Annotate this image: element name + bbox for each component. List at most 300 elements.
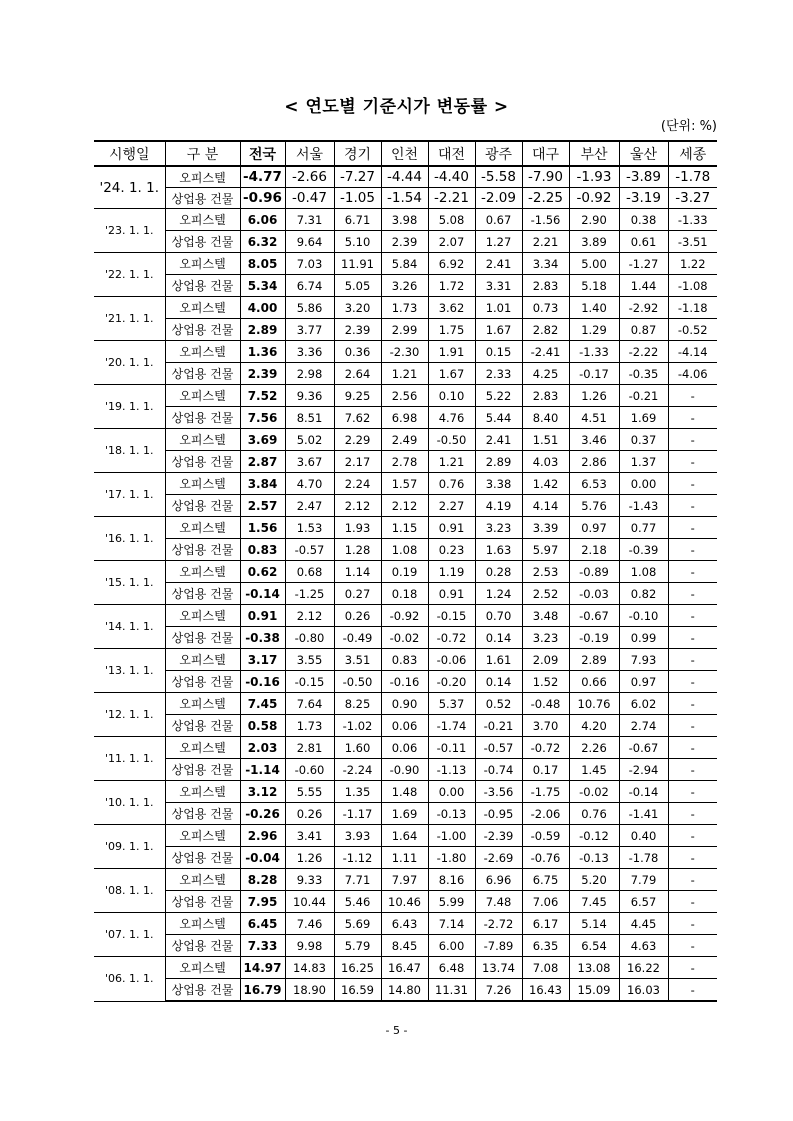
date-cell: '13. 1. 1. bbox=[94, 649, 165, 693]
value-cell: 3.98 bbox=[381, 209, 428, 231]
table-row bbox=[94, 451, 717, 473]
value-cell: 1.29 bbox=[569, 319, 619, 341]
value-cell: -2.21 bbox=[428, 188, 475, 209]
table-row bbox=[94, 891, 717, 913]
table-row bbox=[94, 561, 717, 583]
table-row bbox=[94, 188, 717, 209]
value-cell: -1.25 bbox=[285, 583, 334, 605]
value-cell: 11.31 bbox=[428, 979, 475, 1002]
value-cell: 1.08 bbox=[619, 561, 668, 583]
page-title: < 연도별 기준시가 변동률 > bbox=[284, 97, 509, 117]
table-row bbox=[94, 803, 717, 825]
type-officetel: 오피스텔 bbox=[165, 429, 240, 451]
value-cell: 3.34 bbox=[522, 253, 569, 275]
value-cell: -0.67 bbox=[619, 737, 668, 759]
value-cell: 3.69 bbox=[240, 429, 285, 451]
value-cell: -1.74 bbox=[428, 715, 475, 737]
value-cell: 0.99 bbox=[619, 627, 668, 649]
value-cell: 14.83 bbox=[285, 957, 334, 979]
value-cell: 1.26 bbox=[569, 385, 619, 407]
value-cell: -2.30 bbox=[381, 341, 428, 363]
value-cell: 4.20 bbox=[569, 715, 619, 737]
header-type: 구 분 bbox=[165, 141, 240, 166]
type-officetel: 오피스텔 bbox=[165, 253, 240, 275]
value-cell: 0.14 bbox=[475, 671, 522, 693]
value-cell: 9.25 bbox=[334, 385, 381, 407]
value-cell: 5.00 bbox=[569, 253, 619, 275]
value-cell: 0.00 bbox=[619, 473, 668, 495]
value-cell: 9.36 bbox=[285, 385, 334, 407]
value-cell: 1.56 bbox=[240, 517, 285, 539]
value-cell: 2.26 bbox=[569, 737, 619, 759]
value-cell: 11.91 bbox=[334, 253, 381, 275]
value-cell: 6.54 bbox=[569, 935, 619, 957]
value-cell: 0.28 bbox=[475, 561, 522, 583]
value-cell: 2.12 bbox=[381, 495, 428, 517]
value-cell: 4.63 bbox=[619, 935, 668, 957]
value-cell: 1.36 bbox=[240, 341, 285, 363]
table-row bbox=[94, 495, 717, 517]
value-cell: 7.03 bbox=[285, 253, 334, 275]
table-row bbox=[94, 341, 717, 363]
value-cell: 5.22 bbox=[475, 385, 522, 407]
table-row bbox=[94, 649, 717, 671]
value-cell: 0.14 bbox=[475, 627, 522, 649]
value-cell: - bbox=[668, 429, 717, 451]
value-cell: 0.91 bbox=[240, 605, 285, 627]
value-cell: -0.57 bbox=[475, 737, 522, 759]
value-cell: 6.74 bbox=[285, 275, 334, 297]
value-cell: 1.48 bbox=[381, 781, 428, 803]
value-cell: -7.89 bbox=[475, 935, 522, 957]
value-cell: 5.97 bbox=[522, 539, 569, 561]
value-cell: -1.33 bbox=[668, 209, 717, 231]
value-cell: -1.56 bbox=[522, 209, 569, 231]
value-cell: 8.51 bbox=[285, 407, 334, 429]
value-cell: -0.72 bbox=[522, 737, 569, 759]
value-cell: 7.52 bbox=[240, 385, 285, 407]
value-cell: -0.13 bbox=[428, 803, 475, 825]
table-body bbox=[94, 166, 717, 1001]
value-cell: 2.03 bbox=[240, 737, 285, 759]
value-cell: -1.78 bbox=[668, 166, 717, 188]
value-cell: 7.31 bbox=[285, 209, 334, 231]
type-commercial: 상업용 건물 bbox=[165, 363, 240, 385]
value-cell: -0.67 bbox=[569, 605, 619, 627]
value-cell: 1.21 bbox=[428, 451, 475, 473]
type-officetel: 오피스텔 bbox=[165, 297, 240, 319]
value-cell: 10.44 bbox=[285, 891, 334, 913]
type-commercial: 상업용 건물 bbox=[165, 495, 240, 517]
value-cell: 2.33 bbox=[475, 363, 522, 385]
value-cell: 2.89 bbox=[475, 451, 522, 473]
value-cell: -2.25 bbox=[522, 188, 569, 209]
type-commercial: 상업용 건물 bbox=[165, 671, 240, 693]
value-cell: 1.64 bbox=[381, 825, 428, 847]
value-cell: 1.57 bbox=[381, 473, 428, 495]
value-cell: -0.39 bbox=[619, 539, 668, 561]
value-cell: -5.58 bbox=[475, 166, 522, 188]
type-commercial: 상업용 건물 bbox=[165, 759, 240, 781]
value-cell: 16.79 bbox=[240, 979, 285, 1002]
value-cell: -1.14 bbox=[240, 759, 285, 781]
value-cell: -0.72 bbox=[428, 627, 475, 649]
value-cell: -4.40 bbox=[428, 166, 475, 188]
value-cell: -2.41 bbox=[522, 341, 569, 363]
table-row bbox=[94, 847, 717, 869]
value-cell: -0.52 bbox=[668, 319, 717, 341]
value-cell: -0.12 bbox=[569, 825, 619, 847]
value-cell: 7.06 bbox=[522, 891, 569, 913]
value-cell: 5.55 bbox=[285, 781, 334, 803]
value-cell: -4.44 bbox=[381, 166, 428, 188]
value-cell: -0.06 bbox=[428, 649, 475, 671]
value-cell: 4.76 bbox=[428, 407, 475, 429]
table-row bbox=[94, 693, 717, 715]
value-cell: 0.97 bbox=[569, 517, 619, 539]
value-cell: 7.64 bbox=[285, 693, 334, 715]
date-cell: '12. 1. 1. bbox=[94, 693, 165, 737]
value-cell: 2.56 bbox=[381, 385, 428, 407]
table-row bbox=[94, 957, 717, 979]
date-cell: '15. 1. 1. bbox=[94, 561, 165, 605]
value-cell: 3.93 bbox=[334, 825, 381, 847]
header-region: 광주 bbox=[475, 141, 522, 166]
value-cell: -3.56 bbox=[475, 781, 522, 803]
value-cell: -0.48 bbox=[522, 693, 569, 715]
date-cell: '06. 1. 1. bbox=[94, 957, 165, 1002]
value-cell: 2.39 bbox=[334, 319, 381, 341]
value-cell: 0.40 bbox=[619, 825, 668, 847]
date-cell: '16. 1. 1. bbox=[94, 517, 165, 561]
value-cell: -1.41 bbox=[619, 803, 668, 825]
value-cell: 1.26 bbox=[285, 847, 334, 869]
date-cell: '08. 1. 1. bbox=[94, 869, 165, 913]
table-row bbox=[94, 319, 717, 341]
value-cell: -4.14 bbox=[668, 341, 717, 363]
value-cell: -0.16 bbox=[381, 671, 428, 693]
value-cell: 1.93 bbox=[334, 517, 381, 539]
value-cell: 1.67 bbox=[428, 363, 475, 385]
table-row bbox=[94, 869, 717, 891]
table-row bbox=[94, 671, 717, 693]
type-commercial: 상업용 건물 bbox=[165, 627, 240, 649]
type-commercial: 상업용 건물 bbox=[165, 979, 240, 1002]
value-cell: 2.39 bbox=[381, 231, 428, 253]
date-cell: '21. 1. 1. bbox=[94, 297, 165, 341]
value-cell: 2.39 bbox=[240, 363, 285, 385]
value-cell: -0.11 bbox=[428, 737, 475, 759]
type-officetel: 오피스텔 bbox=[165, 561, 240, 583]
value-cell: 8.28 bbox=[240, 869, 285, 891]
value-cell: 16.03 bbox=[619, 979, 668, 1002]
value-cell: 7.26 bbox=[475, 979, 522, 1002]
value-cell: - bbox=[668, 781, 717, 803]
value-cell: 2.41 bbox=[475, 429, 522, 451]
value-cell: 0.66 bbox=[569, 671, 619, 693]
value-cell: 1.91 bbox=[428, 341, 475, 363]
value-cell: 10.46 bbox=[381, 891, 428, 913]
header-region: 서울 bbox=[285, 141, 334, 166]
value-cell: 0.61 bbox=[619, 231, 668, 253]
value-cell: 0.10 bbox=[428, 385, 475, 407]
value-cell: 5.46 bbox=[334, 891, 381, 913]
value-cell: 0.87 bbox=[619, 319, 668, 341]
date-cell: '22. 1. 1. bbox=[94, 253, 165, 297]
value-cell: -0.49 bbox=[334, 627, 381, 649]
value-cell: -0.20 bbox=[428, 671, 475, 693]
value-cell: - bbox=[668, 517, 717, 539]
value-cell: -0.15 bbox=[285, 671, 334, 693]
value-cell: 5.05 bbox=[334, 275, 381, 297]
value-cell: 2.74 bbox=[619, 715, 668, 737]
value-cell: 5.79 bbox=[334, 935, 381, 957]
value-cell: 5.10 bbox=[334, 231, 381, 253]
value-cell: 7.71 bbox=[334, 869, 381, 891]
value-cell: 2.29 bbox=[334, 429, 381, 451]
price-change-table bbox=[94, 140, 717, 1002]
value-cell: -0.15 bbox=[428, 605, 475, 627]
value-cell: 2.90 bbox=[569, 209, 619, 231]
value-cell: 16.22 bbox=[619, 957, 668, 979]
value-cell: 3.26 bbox=[381, 275, 428, 297]
value-cell: 10.76 bbox=[569, 693, 619, 715]
value-cell: 5.18 bbox=[569, 275, 619, 297]
value-cell: - bbox=[668, 957, 717, 979]
value-cell: -0.02 bbox=[381, 627, 428, 649]
value-cell: -2.22 bbox=[619, 341, 668, 363]
value-cell: 2.81 bbox=[285, 737, 334, 759]
value-cell: -3.51 bbox=[668, 231, 717, 253]
value-cell: 2.83 bbox=[522, 385, 569, 407]
table-row bbox=[94, 539, 717, 561]
value-cell: - bbox=[668, 473, 717, 495]
value-cell: 2.21 bbox=[522, 231, 569, 253]
value-cell: 0.37 bbox=[619, 429, 668, 451]
value-cell: 7.62 bbox=[334, 407, 381, 429]
value-cell: - bbox=[668, 385, 717, 407]
value-cell: -4.06 bbox=[668, 363, 717, 385]
type-commercial: 상업용 건물 bbox=[165, 803, 240, 825]
type-officetel: 오피스텔 bbox=[165, 385, 240, 407]
value-cell: 1.67 bbox=[475, 319, 522, 341]
value-cell: 1.08 bbox=[381, 539, 428, 561]
value-cell: 3.20 bbox=[334, 297, 381, 319]
value-cell: 0.62 bbox=[240, 561, 285, 583]
value-cell: 7.33 bbox=[240, 935, 285, 957]
date-cell: '11. 1. 1. bbox=[94, 737, 165, 781]
type-officetel: 오피스텔 bbox=[165, 957, 240, 979]
value-cell: 9.64 bbox=[285, 231, 334, 253]
value-cell: 7.46 bbox=[285, 913, 334, 935]
date-cell: '18. 1. 1. bbox=[94, 429, 165, 473]
value-cell: -0.35 bbox=[619, 363, 668, 385]
value-cell: 3.38 bbox=[475, 473, 522, 495]
value-cell: 2.18 bbox=[569, 539, 619, 561]
value-cell: -1.05 bbox=[334, 188, 381, 209]
value-cell: -0.60 bbox=[285, 759, 334, 781]
table-row bbox=[94, 407, 717, 429]
type-commercial: 상업용 건물 bbox=[165, 188, 240, 209]
value-cell: 6.92 bbox=[428, 253, 475, 275]
value-cell: 0.83 bbox=[240, 539, 285, 561]
value-cell: 4.14 bbox=[522, 495, 569, 517]
value-cell: -2.39 bbox=[475, 825, 522, 847]
header-region: 전국 bbox=[240, 141, 285, 166]
value-cell: 1.14 bbox=[334, 561, 381, 583]
value-cell: 0.68 bbox=[285, 561, 334, 583]
header-region: 인천 bbox=[381, 141, 428, 166]
value-cell: 3.17 bbox=[240, 649, 285, 671]
value-cell: 18.90 bbox=[285, 979, 334, 1002]
value-cell: -2.24 bbox=[334, 759, 381, 781]
value-cell: 3.48 bbox=[522, 605, 569, 627]
value-cell: 2.82 bbox=[522, 319, 569, 341]
value-cell: -1.75 bbox=[522, 781, 569, 803]
value-cell: 1.73 bbox=[381, 297, 428, 319]
value-cell: 5.02 bbox=[285, 429, 334, 451]
value-cell: 1.37 bbox=[619, 451, 668, 473]
table-row bbox=[94, 385, 717, 407]
type-officetel: 오피스텔 bbox=[165, 341, 240, 363]
value-cell: 6.32 bbox=[240, 231, 285, 253]
value-cell: 3.41 bbox=[285, 825, 334, 847]
value-cell: 16.59 bbox=[334, 979, 381, 1002]
value-cell: 1.27 bbox=[475, 231, 522, 253]
value-cell: 2.07 bbox=[428, 231, 475, 253]
value-cell: -1.78 bbox=[619, 847, 668, 869]
value-cell: 1.61 bbox=[475, 649, 522, 671]
value-cell: 1.63 bbox=[475, 539, 522, 561]
value-cell: 0.82 bbox=[619, 583, 668, 605]
value-cell: 0.15 bbox=[475, 341, 522, 363]
header-region: 대전 bbox=[428, 141, 475, 166]
value-cell: 8.05 bbox=[240, 253, 285, 275]
value-cell: 4.70 bbox=[285, 473, 334, 495]
value-cell: 1.22 bbox=[668, 253, 717, 275]
table-row bbox=[94, 605, 717, 627]
value-cell: 15.09 bbox=[569, 979, 619, 1002]
type-commercial: 상업용 건물 bbox=[165, 891, 240, 913]
date-cell: '24. 1. 1. bbox=[94, 166, 165, 209]
value-cell: 1.72 bbox=[428, 275, 475, 297]
type-officetel: 오피스텔 bbox=[165, 869, 240, 891]
type-officetel: 오피스텔 bbox=[165, 781, 240, 803]
value-cell: 3.23 bbox=[475, 517, 522, 539]
value-cell: -1.27 bbox=[619, 253, 668, 275]
value-cell: 0.76 bbox=[569, 803, 619, 825]
value-cell: -1.80 bbox=[428, 847, 475, 869]
value-cell: 7.45 bbox=[240, 693, 285, 715]
table-row bbox=[94, 473, 717, 495]
value-cell: -0.50 bbox=[428, 429, 475, 451]
value-cell: -0.95 bbox=[475, 803, 522, 825]
value-cell: -2.06 bbox=[522, 803, 569, 825]
table-row bbox=[94, 275, 717, 297]
value-cell: -0.04 bbox=[240, 847, 285, 869]
table-row bbox=[94, 759, 717, 781]
value-cell: 1.51 bbox=[522, 429, 569, 451]
table-row bbox=[94, 583, 717, 605]
value-cell: 6.48 bbox=[428, 957, 475, 979]
value-cell: 7.48 bbox=[475, 891, 522, 913]
value-cell: 0.91 bbox=[428, 517, 475, 539]
value-cell: 0.73 bbox=[522, 297, 569, 319]
value-cell: - bbox=[668, 979, 717, 1002]
value-cell: 5.34 bbox=[240, 275, 285, 297]
value-cell: 3.46 bbox=[569, 429, 619, 451]
date-cell: '07. 1. 1. bbox=[94, 913, 165, 957]
value-cell: 4.51 bbox=[569, 407, 619, 429]
value-cell: 0.18 bbox=[381, 583, 428, 605]
value-cell: -0.14 bbox=[619, 781, 668, 803]
value-cell: 3.51 bbox=[334, 649, 381, 671]
header-region: 대구 bbox=[522, 141, 569, 166]
table-row bbox=[94, 781, 717, 803]
value-cell: 0.90 bbox=[381, 693, 428, 715]
value-cell: 2.89 bbox=[569, 649, 619, 671]
value-cell: -2.66 bbox=[285, 166, 334, 188]
value-cell: 1.60 bbox=[334, 737, 381, 759]
value-cell: -2.92 bbox=[619, 297, 668, 319]
value-cell: -0.89 bbox=[569, 561, 619, 583]
value-cell: 2.78 bbox=[381, 451, 428, 473]
table-row bbox=[94, 935, 717, 957]
value-cell: 1.21 bbox=[381, 363, 428, 385]
value-cell: 0.58 bbox=[240, 715, 285, 737]
value-cell: 2.41 bbox=[475, 253, 522, 275]
value-cell: 2.52 bbox=[522, 583, 569, 605]
value-cell: 9.98 bbox=[285, 935, 334, 957]
value-cell: 2.12 bbox=[285, 605, 334, 627]
page-number: - 5 - bbox=[385, 1024, 408, 1037]
value-cell: - bbox=[668, 803, 717, 825]
header-region: 울산 bbox=[619, 141, 668, 166]
value-cell: 7.45 bbox=[569, 891, 619, 913]
value-cell: - bbox=[668, 737, 717, 759]
value-cell: -0.02 bbox=[569, 781, 619, 803]
value-cell: -0.59 bbox=[522, 825, 569, 847]
unit-label: (단위: %) bbox=[660, 119, 717, 134]
date-cell: '17. 1. 1. bbox=[94, 473, 165, 517]
value-cell: 4.25 bbox=[522, 363, 569, 385]
value-cell: - bbox=[668, 715, 717, 737]
value-cell: 0.23 bbox=[428, 539, 475, 561]
header-region: 부산 bbox=[569, 141, 619, 166]
type-officetel: 오피스텔 bbox=[165, 693, 240, 715]
value-cell: -0.13 bbox=[569, 847, 619, 869]
value-cell: - bbox=[668, 561, 717, 583]
value-cell: 0.91 bbox=[428, 583, 475, 605]
value-cell: 3.67 bbox=[285, 451, 334, 473]
value-cell: - bbox=[668, 869, 717, 891]
value-cell: 4.03 bbox=[522, 451, 569, 473]
table-row bbox=[94, 825, 717, 847]
value-cell: 16.43 bbox=[522, 979, 569, 1002]
type-officetel: 오피스텔 bbox=[165, 473, 240, 495]
value-cell: 8.45 bbox=[381, 935, 428, 957]
value-cell: -0.92 bbox=[381, 605, 428, 627]
value-cell: 8.16 bbox=[428, 869, 475, 891]
value-cell: -0.50 bbox=[334, 671, 381, 693]
value-cell: - bbox=[668, 605, 717, 627]
value-cell: 1.52 bbox=[522, 671, 569, 693]
table-row bbox=[94, 715, 717, 737]
value-cell: -0.57 bbox=[285, 539, 334, 561]
value-cell: - bbox=[668, 671, 717, 693]
date-cell: '19. 1. 1. bbox=[94, 385, 165, 429]
type-commercial: 상업용 건물 bbox=[165, 407, 240, 429]
